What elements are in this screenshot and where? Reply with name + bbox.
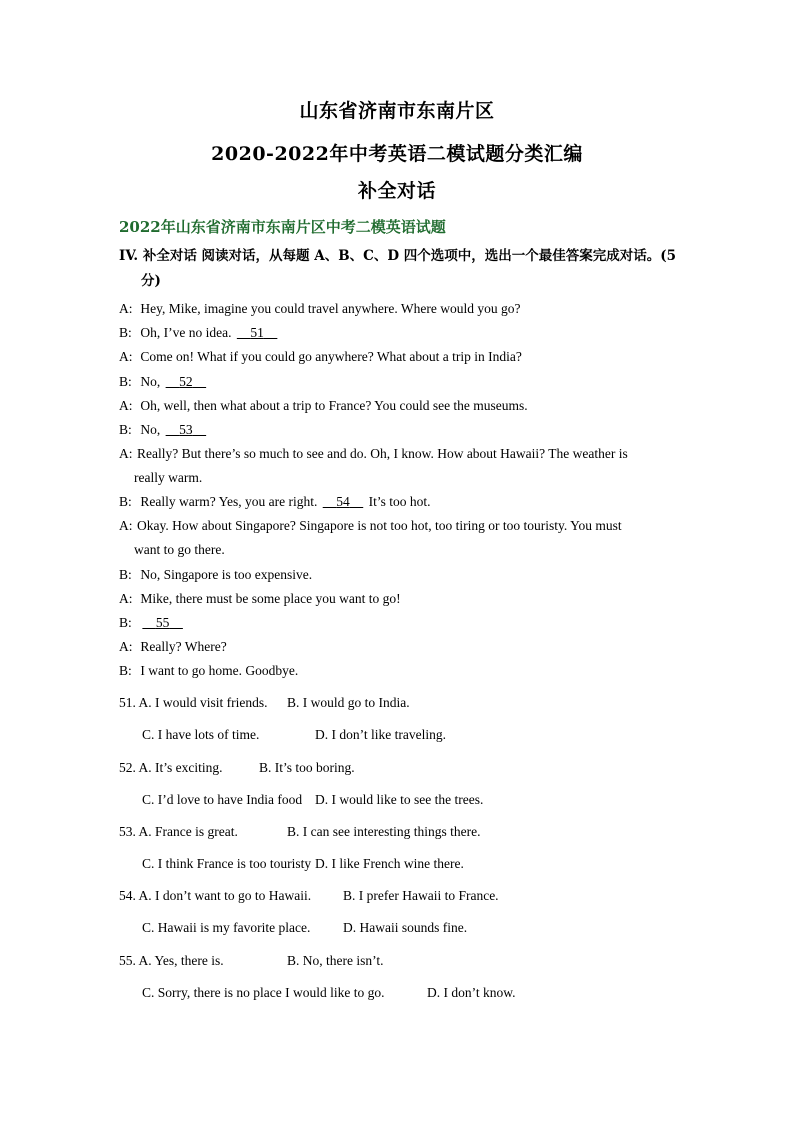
question-53-option-c[interactable]: C. I think France is too touristy bbox=[142, 856, 312, 871]
question-53-option-b[interactable]: B. I can see interesting things there. bbox=[287, 824, 481, 839]
section-heading: 2022年山东省济南市东南片区中考二模英语试题 bbox=[119, 218, 446, 236]
dialogue-line bbox=[119, 591, 674, 607]
speaker-label: B: bbox=[119, 374, 132, 389]
speaker-label: B: bbox=[119, 494, 132, 509]
dialogue-text: Really? But there’s so much to see and do. Oh, I know. How about Hawaii? The weather is bbox=[137, 446, 628, 461]
question-51-option-b[interactable]: B. I would go to India. bbox=[287, 695, 410, 710]
speaker-label: A: bbox=[119, 398, 133, 413]
question-54-option-d[interactable]: D. Hawaii sounds fine. bbox=[343, 920, 468, 935]
dialogue-text-after: It’s too hot. bbox=[368, 494, 431, 509]
dialogue-line bbox=[119, 615, 674, 631]
blank-number: 55 bbox=[155, 615, 170, 630]
speaker-label: A: bbox=[119, 639, 133, 654]
dialogue-line bbox=[119, 349, 674, 365]
question-51-option-d[interactable]: D. I don’t like traveling. bbox=[315, 727, 446, 742]
speaker-label: A: bbox=[119, 301, 133, 316]
question-54-option-b[interactable]: B. I prefer Hawaii to France. bbox=[343, 888, 499, 903]
doc-title-region: 山东省济南市东南片区 bbox=[299, 100, 495, 122]
dialogue-text: Hey, Mike, imagine you could travel anywhere. Where would you go? bbox=[140, 301, 521, 316]
dialogue-line bbox=[119, 374, 674, 390]
dialogue-text: Really? Where? bbox=[140, 639, 227, 654]
speaker-label: B: bbox=[119, 325, 132, 340]
dialogue-line bbox=[119, 398, 674, 414]
speaker-label: A: bbox=[119, 518, 133, 533]
dialogue-line bbox=[119, 663, 674, 679]
dialogue-line bbox=[119, 639, 674, 655]
dialogue-text: Really warm? Yes, you are right. bbox=[140, 494, 318, 509]
dialogue-text: No, Singapore is too expensive. bbox=[140, 567, 313, 582]
question-52-option-b[interactable]: B. It’s too boring. bbox=[259, 760, 355, 775]
answer-blank-54[interactable] bbox=[321, 494, 366, 510]
speaker-label: B: bbox=[119, 567, 132, 582]
dialogue-line bbox=[119, 567, 674, 583]
doc-title-topic: 补全对话 bbox=[357, 180, 436, 202]
question-51-option-c[interactable]: C. I have lots of time. bbox=[142, 727, 260, 742]
dialogue-text: Come on! What if you could go anywhere? What about a trip in India? bbox=[140, 349, 522, 364]
dialogue-text: Okay. How about Singapore? Singapore is not too hot, too tiring or too touristy. You must bbox=[137, 518, 622, 533]
speaker-label: B: bbox=[119, 422, 132, 437]
answer-blank-55[interactable] bbox=[140, 615, 185, 631]
answer-blank-52[interactable] bbox=[164, 374, 209, 390]
speaker-label: A: bbox=[119, 349, 133, 364]
dialogue-line bbox=[119, 514, 674, 562]
question-55-option-a[interactable]: 55. A. Yes, there is. bbox=[119, 953, 224, 968]
instruction bbox=[119, 244, 679, 294]
speaker-label: A: bbox=[119, 446, 133, 461]
dialogue-line bbox=[119, 325, 674, 341]
question-55-option-d[interactable]: D. I don’t know. bbox=[427, 985, 516, 1000]
question-52-option-a[interactable]: 52. A. It’s exciting. bbox=[119, 760, 223, 775]
dialogue-text: No, bbox=[140, 374, 161, 389]
question-53-option-a[interactable]: 53. A. France is great. bbox=[119, 824, 238, 839]
question-52-option-c[interactable]: C. I’d love to have India food bbox=[142, 792, 303, 807]
blank-number: 53 bbox=[179, 422, 193, 437]
speaker-label: B: bbox=[119, 663, 132, 678]
question-54-option-a[interactable]: 54. A. I don’t want to go to Hawaii. bbox=[119, 888, 312, 903]
question-52-option-d[interactable]: D. I would like to see the trees. bbox=[315, 792, 484, 807]
dialogue-text: Mike, there must be some place you want to go! bbox=[140, 591, 401, 606]
question-55-option-b[interactable]: B. No, there isn’t. bbox=[287, 953, 384, 968]
blank-number: 54 bbox=[336, 494, 350, 509]
dialogue-text: Oh, well, then what about a trip to France? You could see the museums. bbox=[140, 398, 528, 413]
dialogue-line bbox=[119, 422, 674, 438]
doc-title-series: 2020-2022年中考英语二模试题分类汇编 bbox=[211, 143, 583, 165]
dialogue-text-continued: really warm. bbox=[134, 470, 203, 485]
instruction-line-2: 分) bbox=[141, 273, 161, 289]
dialogue-text-continued: want to go there. bbox=[134, 542, 225, 557]
instruction-line-1: IV. 补全对话 阅读对话，从每题 A、B、C、D 四个选项中，选出一个最佳答案完成对话。(5 bbox=[119, 248, 677, 264]
speaker-label: A: bbox=[119, 591, 133, 606]
dialogue-line bbox=[119, 494, 674, 510]
question-55-option-c[interactable]: C. Sorry, there is no place I would like to go. bbox=[142, 985, 385, 1000]
dialogue-line bbox=[119, 301, 674, 317]
question-54-option-c[interactable]: C. Hawaii is my favorite place. bbox=[142, 920, 311, 935]
dialogue-text: No, bbox=[140, 422, 161, 437]
blank-number: 52 bbox=[179, 374, 193, 389]
blank-number: 51 bbox=[250, 325, 264, 340]
dialogue-line bbox=[119, 442, 674, 490]
dialogue-text: Oh, I’ve no idea. bbox=[140, 325, 232, 340]
answer-blank-51[interactable] bbox=[235, 325, 280, 341]
answer-blank-53[interactable] bbox=[164, 422, 209, 438]
question-53-option-d[interactable]: D. I like French wine there. bbox=[315, 856, 464, 871]
dialogue-text: I want to go home. Goodbye. bbox=[140, 663, 299, 678]
speaker-label: B: bbox=[119, 615, 132, 630]
question-51-option-a[interactable]: 51. A. I would visit friends. bbox=[119, 695, 268, 710]
